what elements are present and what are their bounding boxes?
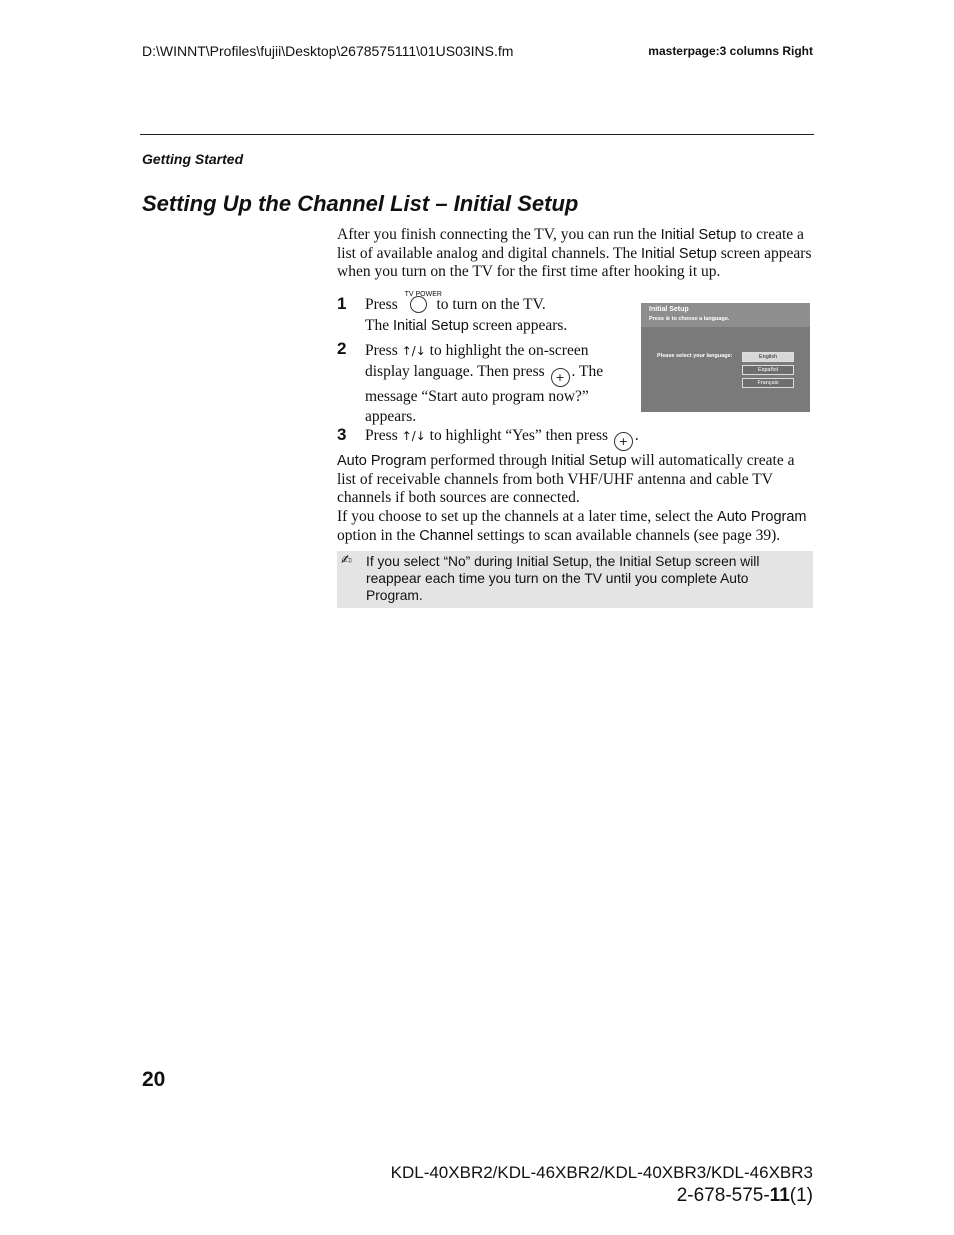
intro-paragraph: After you finish connecting the TV, you can run the Initial Setup to create a list of available analog and digital channels. The Initial Setup screen appears when you turn on the TV for the first time after hooking it up. [337,226,812,280]
later-setup-paragraph: If you choose to set up the channels at a later time, select the Auto Program option in the Channel settings to scan available channels (see page 39). [337,508,807,544]
note-box [337,551,813,608]
screen-title: Initial Setup [649,306,689,313]
tv-power-button-icon [404,291,442,313]
page-title: Setting Up the Channel List – Initial Setup [142,191,579,216]
step-3-text: Press ↑/↓ to highlight “Yes” then press + . [365,427,805,451]
masterpage-label: masterpage:3 columns Right [648,44,813,58]
auto-program-paragraph: Auto Program performed through Initial Setup will automatically create a list of receivable channels from both VHF/UHF antenna and cable TV channels if both sources are connected. [337,452,795,506]
note-text: If you select “No” during Initial Setup, the Initial Setup screen will reappear each time you turn on the TV until you complete Auto Program. [366,554,760,603]
step-1-number: 1 [337,294,347,313]
step-3-number: 3 [337,425,347,444]
header-rule [140,134,814,135]
step-2-number: 2 [337,339,347,358]
enter-button-icon: + [551,368,570,387]
enter-icon: ⊕ [665,316,671,322]
file-path: D:\WINNT\Profiles\fujii\Desktop\2678575111\01US03INS.fm [142,43,514,59]
section-label: Getting Started [142,151,244,167]
language-option-espanol: Español [742,365,794,375]
language-option-francais: Français [742,378,794,388]
part-number: 2-678-575-11(1) [676,1185,813,1206]
note-pencil-icon: ✍ [341,553,352,568]
screen-prompt: Please select your language: [657,353,733,359]
model-numbers: KDL-40XBR2/KDL-46XBR2/KDL-40XBR3/KDL-46XBR3 [390,1163,813,1182]
screen-subtitle: Press ⊕ to choose a language. [649,316,730,322]
enter-button-icon: + [614,432,633,451]
up-down-arrows-icon: ↑/↓ [401,344,426,358]
page-number: 20 [142,1068,166,1091]
language-option-english: English [742,352,794,362]
step-2-text: Press ↑/↓ to highlight the on-screen display language. Then press + . The message “Start auto program now?” appears. [365,342,604,425]
tv-power-label: TV POWER [404,291,442,298]
step-1-result: The Initial Setup screen appears. [365,317,568,334]
up-down-arrows-icon: ↑/↓ [401,429,426,443]
step-1-text: Press TV POWER to turn on the TV. [365,296,635,315]
initial-setup-screen-image [641,303,810,412]
